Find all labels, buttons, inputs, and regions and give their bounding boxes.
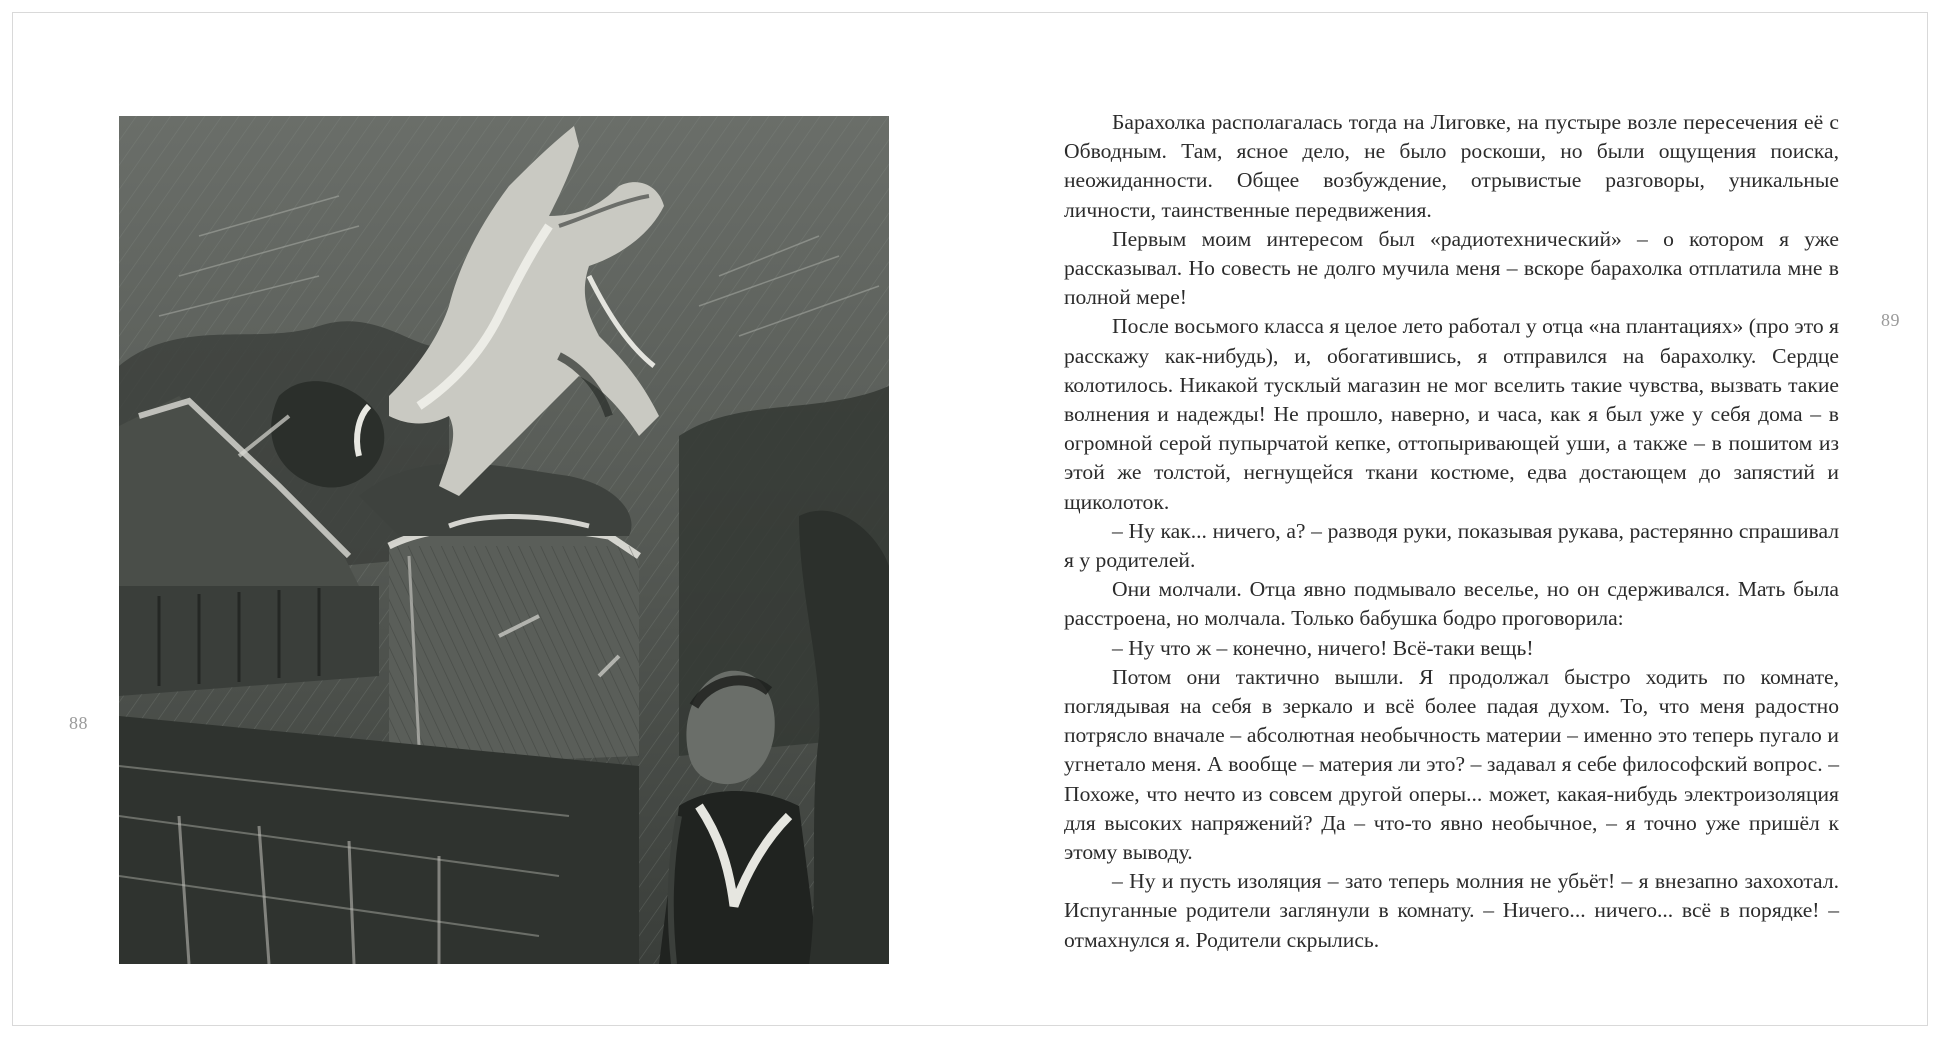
paragraph: – Ну что ж – конечно, ничего! Всё-таки вещь! <box>1112 635 1534 660</box>
paragraph: – Ну и пусть изоляция – зато теперь молния не убьёт! – я внезапно захохотал. Испуганные родители заглянули в комнату. – Ничего... ничего... всё в порядке! – отмахнулся я. Родители скрылись. <box>1064 869 1839 952</box>
paragraph: После восьмого класса я целое лето работал у отца «на плантациях» (про это я расскажу как-нибудь), и, обогатившись, я отправился на барахолку. Сердце колотилось. Никакой тусклый магазин не мог вселить такие чувства, вызвать такие волнения и надежды! Не прошло, наверно, и часа, как я был уже у себя дома – в огромной серой пупырчатой кепке, оттопыривающей уши, а также – в пошитом из этой же толстой, негнущейся ткани костюме, едва достающем до запястий и щиколоток. <box>1064 314 1839 514</box>
text-column <box>1064 108 1839 955</box>
paragraph: Первым моим интересом был «радиотехнический» – о котором я уже рассказывал. Но совесть не долго мучила меня – вскоре барахолка отплатила мне в полной мере! <box>1064 226 1839 310</box>
book-spread <box>12 12 1928 1026</box>
paragraph: Барахолка располагалась тогда на Лиговке, на пустыре возле пересечения её с Обводным. Там, ясное дело, не было роскоши, но были ощущения поиска, неожиданности. Общее возбуждение, отрывистые разговоры, уникальные личности, таинственные передвижения. <box>1064 110 1839 222</box>
illustration-drawing <box>119 116 889 964</box>
paragraph: – Ну как... ничего, а? – разводя руки, показывая рукава, растерянно спрашивал я у родителей. <box>1064 518 1839 573</box>
paragraph: Потом они тактично вышли. Я продолжал быстро ходить по комнате, поглядывая на себя в зеркало и всё более падая духом. То, что меня радостно потрясло вначале – абсолютная необычность материи – именно это теперь пугало и угнетало меня. А вообще – материя ли это? – задавал я себе философский вопрос. – Похоже, что нечто из совсем другой оперы... может, какая-нибудь электроизоляция для высоких напряжений? Да – что-то явно необычное, – я точно уже пришёл к этому выводу. <box>1064 664 1839 865</box>
illustration <box>119 116 889 964</box>
page-number-right: 89 <box>1881 310 1900 330</box>
page-number-left: 88 <box>69 713 88 733</box>
paragraph: Они молчали. Отца явно подмывало веселье, но он сдерживался. Мать была расстроена, но молчала. Только бабушка бодро проговорила: <box>1064 577 1839 631</box>
